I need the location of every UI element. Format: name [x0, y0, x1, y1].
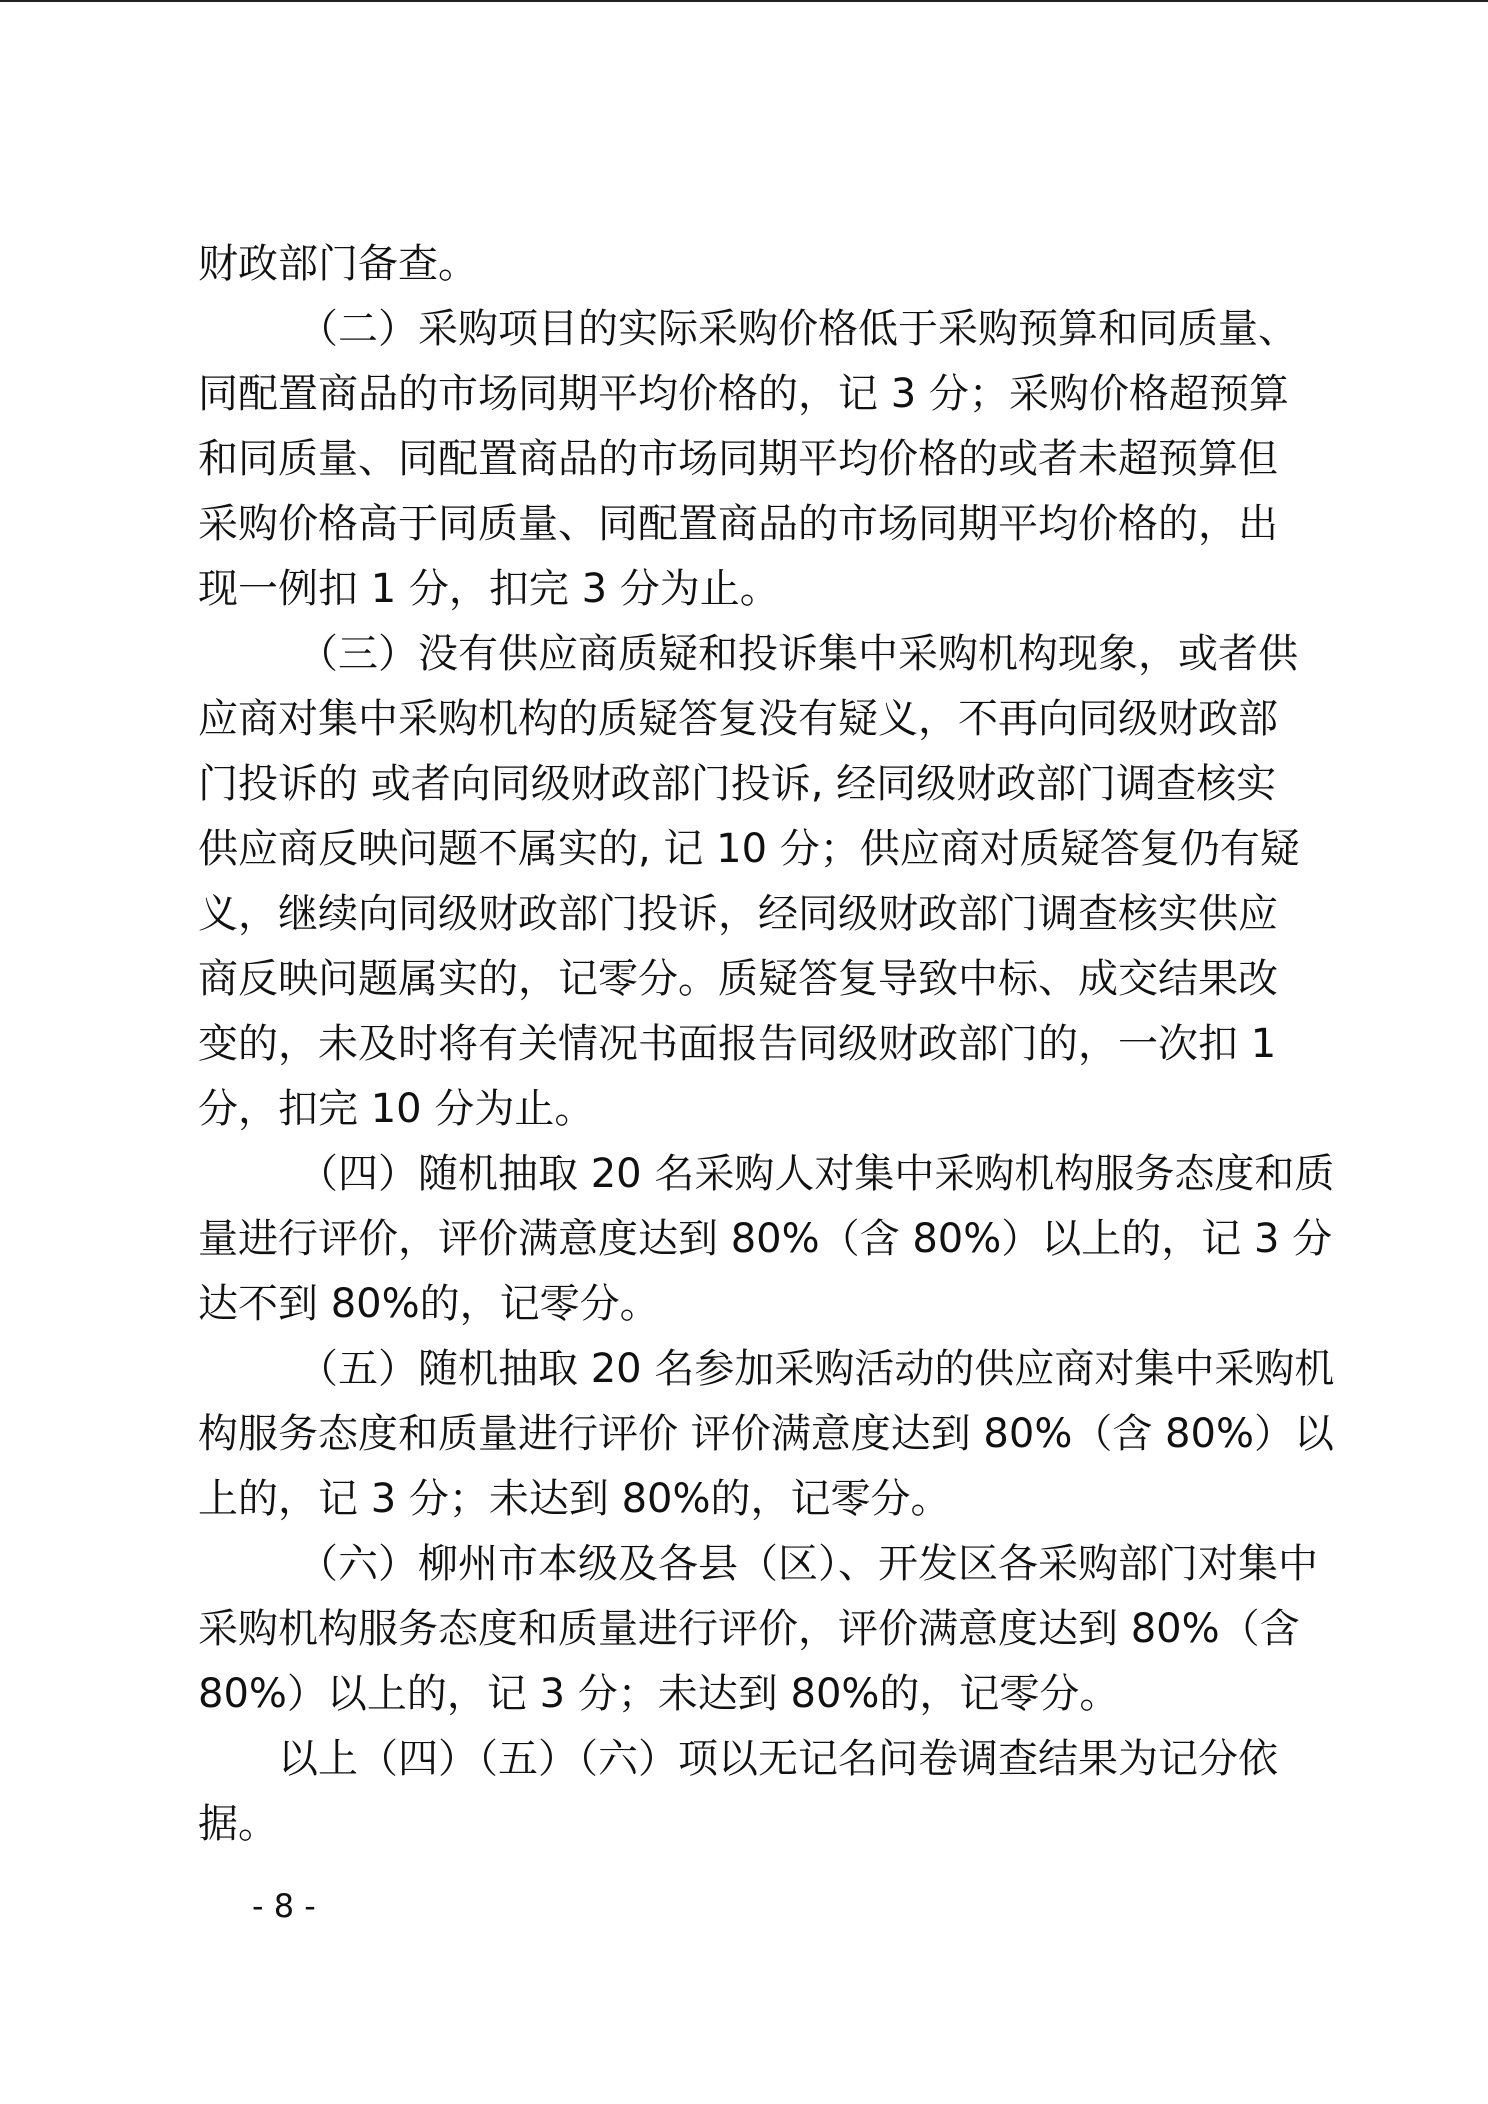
text-line: 采购价格高于同质量、同配置商品的市场同期平均价格的，出: [198, 501, 1278, 547]
text-line: 量进行评价，评价满意度达到 80%（含 80%）以上的，记 3 分: [198, 1216, 1333, 1262]
text-line: 和同质量、同配置商品的市场同期平均价格的或者未超预算但: [198, 436, 1278, 482]
text-line: （五）随机抽取 20 名参加采购活动的供应商对集中采购机: [298, 1346, 1335, 1392]
text-line: 同配置商品的市场同期平均价格的，记 3 分；采购价格超预算: [198, 371, 1289, 417]
paragraph: [198, 1727, 1294, 1857]
text-line: （三）没有供应商质疑和投诉集中采购机构现象，或者供: [298, 631, 1298, 677]
text-line: 达不到 80%的，记零分。: [198, 1281, 660, 1327]
text-line: 以上（四）（五）（六）项以无记名问卷调查结果为记分依: [278, 1736, 1278, 1782]
paragraph: [198, 1142, 1335, 1337]
text-line: 变的，未及时将有关情况书面报告同级财政部门的，一次扣 1: [198, 1021, 1277, 1067]
text-line: 义，继续向同级财政部门投诉，经同级财政部门调查核实供应: [198, 891, 1278, 937]
text-line: （二）采购项目的实际采购价格低于采购预算和同质量、: [298, 306, 1298, 352]
text-line: 分，扣完 10 分为止。: [198, 1086, 595, 1132]
text-line: 应商对集中采购机构的质疑答复没有疑义，不再向同级财政部: [198, 696, 1278, 742]
text-line: 供应商反映问题不属实的, 记 10 分；供应商对质疑答复仍有疑: [198, 826, 1300, 872]
text-line: 现一例扣 1 分，扣完 3 分为止。: [198, 566, 780, 612]
text-line: （六）柳州市本级及各县（区）、开发区各采购部门对集中: [298, 1541, 1318, 1587]
text-line: 80%）以上的，记 3 分；未达到 80%的，记零分。: [198, 1671, 1120, 1717]
text-line: 据。: [198, 1801, 278, 1847]
document-body: [198, 232, 1335, 1857]
page-number: - 8 -: [252, 1887, 316, 1925]
paragraph: [198, 622, 1300, 1142]
text-line: 门投诉的 或者向同级财政部门投诉, 经同级财政部门调查核实: [198, 761, 1277, 807]
paragraph: [198, 297, 1298, 622]
top-border-rule: [0, 0, 1488, 2]
paragraph: [198, 1337, 1335, 1532]
paragraph: [198, 1532, 1318, 1727]
text-line: 商反映问题属实的，记零分。质疑答复导致中标、成交结果改: [198, 956, 1278, 1002]
text-line: 财政部门备查。: [198, 241, 478, 287]
text-line: 上的，记 3 分；未达到 80%的，记零分。: [198, 1476, 951, 1522]
text-line: 构服务态度和质量进行评价 评价满意度达到 80%（含 80%）以: [198, 1411, 1334, 1457]
text-line: 采购机构服务态度和质量进行评价，评价满意度达到 80%（含: [198, 1606, 1300, 1652]
text-line: （四）随机抽取 20 名采购人对集中采购机构服务态度和质: [298, 1151, 1335, 1197]
paragraph: [198, 232, 1294, 297]
